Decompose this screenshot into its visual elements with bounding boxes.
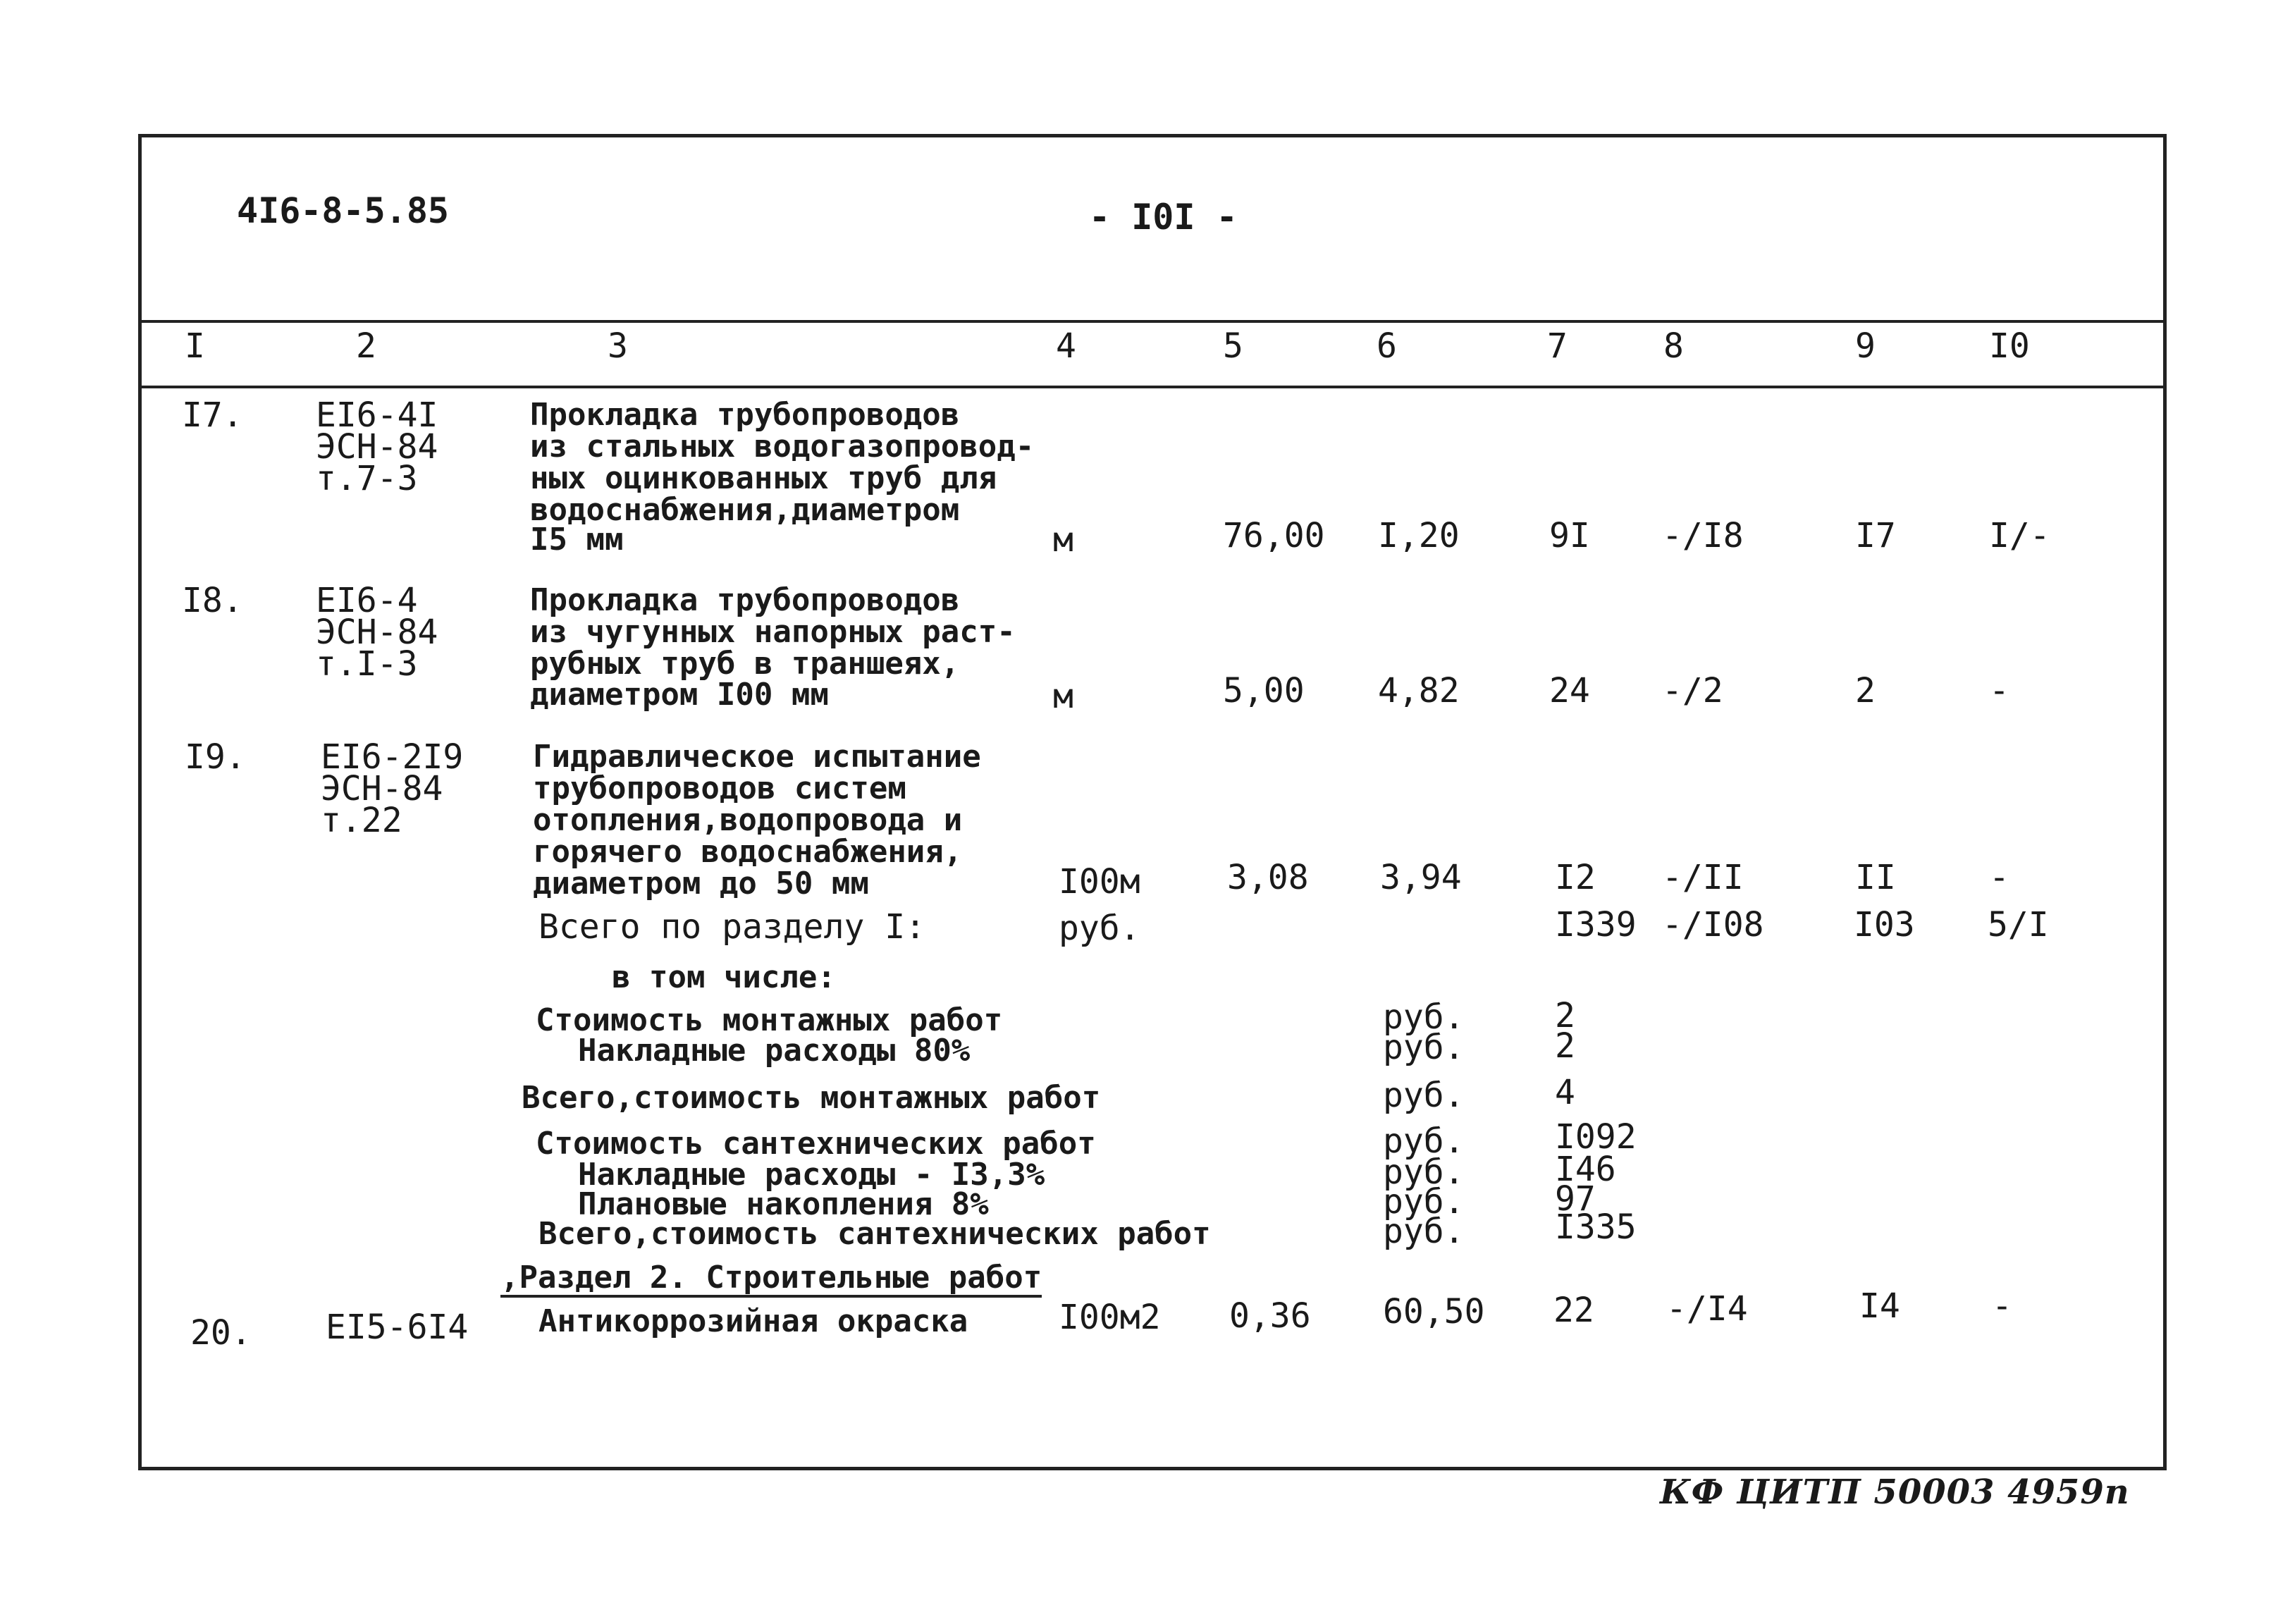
col-header-6: 6 bbox=[1377, 326, 1397, 366]
col8-value: -/2 bbox=[1662, 671, 1723, 710]
item-description: Гидравлическое испытание bbox=[533, 739, 981, 775]
col-header-8: 8 bbox=[1663, 326, 1684, 366]
summary-label: Плановые накопления 8% bbox=[578, 1186, 989, 1222]
row-number: I9. bbox=[185, 737, 246, 777]
col10-value: I/- bbox=[1989, 516, 2050, 555]
col-header-2: 2 bbox=[356, 326, 376, 366]
quantity: 3,08 bbox=[1227, 858, 1309, 897]
col7-value: I2 bbox=[1555, 858, 1596, 897]
summary-value: 4 bbox=[1555, 1073, 1575, 1112]
item-description: из стальных водогазопровод- bbox=[530, 429, 1035, 465]
doc-code: 4I6-8-5.85 bbox=[237, 190, 450, 231]
item-description: ных оцинкованных труб для bbox=[530, 460, 997, 496]
including-label: в том числе: bbox=[612, 959, 836, 995]
col-header-9: 9 bbox=[1855, 326, 1876, 366]
summary-unit: руб. bbox=[1383, 1121, 1465, 1161]
summary-label: Накладные расходы 80% bbox=[578, 1033, 971, 1069]
summary-unit: руб. bbox=[1383, 997, 1465, 1037]
norm-code: EI5-6I4 bbox=[326, 1308, 469, 1347]
section-total-col9: I03 bbox=[1854, 905, 1915, 945]
summary-value: I46 bbox=[1555, 1150, 1616, 1189]
item-description: Антикоррозийная окраска bbox=[538, 1303, 968, 1339]
summary-label: Накладные расходы - I3,3% bbox=[578, 1157, 1045, 1193]
norm-code: ЭСН-84 bbox=[321, 769, 443, 808]
norm-code: EI6-2I9 bbox=[321, 737, 464, 777]
col-header-4: 4 bbox=[1056, 326, 1076, 366]
summary-value: 97 bbox=[1555, 1179, 1596, 1219]
unit-price: 60,50 bbox=[1383, 1292, 1485, 1331]
col9-value: II bbox=[1855, 858, 1896, 897]
row-number: I7. bbox=[182, 395, 243, 435]
section-total-col7: I339 bbox=[1555, 905, 1637, 945]
archive-stamp: КФ ЦИТП 50003 4959п bbox=[1660, 1472, 2130, 1512]
item-description: Прокладка трубопроводов bbox=[530, 582, 960, 618]
col9-value: 2 bbox=[1855, 671, 1876, 710]
section-total-col8: -/I08 bbox=[1662, 905, 1764, 945]
col8-value: -/II bbox=[1662, 858, 1744, 897]
unit: I00м2 bbox=[1059, 1298, 1161, 1337]
summary-unit: руб. bbox=[1383, 1028, 1465, 1067]
section-total-unit: руб. bbox=[1059, 909, 1140, 948]
norm-code: EI6-4I bbox=[316, 395, 438, 435]
quantity: 0,36 bbox=[1229, 1296, 1311, 1336]
norm-code: т.7-3 bbox=[316, 459, 418, 498]
col7-value: 24 bbox=[1549, 671, 1590, 710]
col-header-7: 7 bbox=[1547, 326, 1568, 366]
col8-value: -/I8 bbox=[1662, 516, 1744, 555]
col-header-10: I0 bbox=[1989, 326, 2030, 366]
quantity: 5,00 bbox=[1223, 671, 1305, 710]
quantity: 76,00 bbox=[1223, 516, 1325, 555]
summary-label: Всего,стоимость монтажных работ bbox=[522, 1080, 1101, 1116]
unit-price: 3,94 bbox=[1380, 858, 1462, 897]
column-header-rule bbox=[141, 386, 2164, 388]
unit: м bbox=[1053, 520, 1073, 560]
item-description: из чугунных напорных раст- bbox=[530, 614, 1016, 650]
norm-code: т.I-3 bbox=[316, 644, 418, 684]
col10-value: - bbox=[1992, 1286, 2012, 1326]
item-description: I5 мм bbox=[530, 522, 624, 558]
section-total-col10: 5/I bbox=[1988, 905, 2049, 945]
unit: м bbox=[1053, 677, 1073, 716]
col-header-5: 5 bbox=[1223, 326, 1243, 366]
row-number: I8. bbox=[182, 581, 243, 620]
col7-value: 9I bbox=[1549, 516, 1590, 555]
summary-unit: руб. bbox=[1383, 1212, 1465, 1251]
norm-code: т.22 bbox=[321, 801, 402, 840]
norm-code: ЭСН-84 bbox=[316, 613, 438, 652]
summary-label: Стоимость сантехнических работ bbox=[536, 1126, 1096, 1162]
summary-value: 2 bbox=[1555, 1026, 1575, 1066]
col9-value: I4 bbox=[1859, 1286, 1900, 1326]
page-number: - I0I - bbox=[1089, 197, 1238, 238]
row-number: 20. bbox=[190, 1313, 252, 1353]
summary-value: I335 bbox=[1555, 1207, 1637, 1247]
section-2-title: ,Раздел 2. Строительные работ bbox=[500, 1262, 1042, 1298]
summary-label: Всего,стоимость сантехнических работ bbox=[538, 1216, 1211, 1252]
item-description: трубопроводов систем bbox=[533, 770, 906, 806]
item-description: горячего водоснабжения, bbox=[533, 834, 963, 870]
summary-unit: руб. bbox=[1383, 1182, 1465, 1222]
col9-value: I7 bbox=[1855, 516, 1896, 555]
norm-code: ЭСН-84 bbox=[316, 427, 438, 467]
summary-unit: руб. bbox=[1383, 1152, 1465, 1192]
col10-value: - bbox=[1989, 858, 2009, 897]
summary-unit: руб. bbox=[1383, 1076, 1465, 1115]
header-rule bbox=[141, 320, 2164, 323]
item-description: водоснабжения,диаметром bbox=[530, 492, 960, 528]
summary-value: 2 bbox=[1555, 996, 1575, 1035]
item-description: Прокладка трубопроводов bbox=[530, 397, 960, 433]
col8-value: -/I4 bbox=[1666, 1289, 1748, 1329]
summary-value: I092 bbox=[1555, 1117, 1637, 1157]
unit: I00м bbox=[1059, 862, 1140, 902]
item-description: рубных труб в траншеях, bbox=[530, 646, 960, 682]
unit-price: I,20 bbox=[1378, 516, 1460, 555]
col-header-3: 3 bbox=[608, 326, 628, 366]
summary-label: Стоимость монтажных работ bbox=[536, 1002, 1003, 1038]
col-header-1: I bbox=[185, 326, 205, 366]
col10-value: - bbox=[1989, 671, 2009, 710]
section-total-label: Всего по разделу I: bbox=[538, 907, 926, 947]
item-description: отопления,водопровода и bbox=[533, 802, 963, 838]
item-description: диаметром до 50 мм bbox=[533, 866, 869, 902]
norm-code: EI6-4 bbox=[316, 581, 418, 620]
col7-value: 22 bbox=[1553, 1291, 1594, 1330]
unit-price: 4,82 bbox=[1378, 671, 1460, 710]
item-description: диаметром I00 мм bbox=[530, 677, 829, 713]
